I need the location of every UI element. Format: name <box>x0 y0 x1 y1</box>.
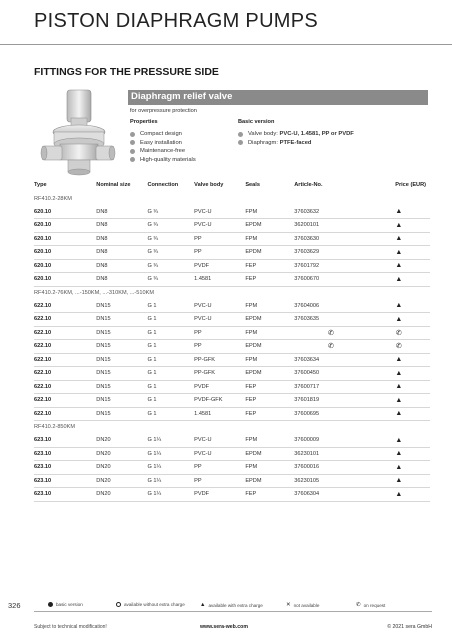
article-table <box>34 178 430 502</box>
table-cell: EPDM <box>245 249 262 256</box>
table-cell: G 1 <box>147 343 157 350</box>
table-group-row <box>34 421 430 434</box>
table-cell: G ¾ <box>147 208 159 215</box>
table-cell: G 1 <box>147 316 157 323</box>
page-title: PISTON DIAPHRAGM PUMPS <box>34 10 319 32</box>
column-header: Article-No. <box>294 182 323 188</box>
table-cell: FEP <box>245 410 257 417</box>
column-header: Connection <box>147 182 179 188</box>
table-cell: EPDM <box>245 477 262 484</box>
bullet-icon <box>238 140 243 145</box>
table-cell: 623.10 <box>34 464 52 471</box>
table-row <box>34 326 430 340</box>
table-cell: PP <box>194 249 202 256</box>
table-cell: EPDM <box>245 450 262 457</box>
triangle-icon: ▲ <box>200 602 206 608</box>
table-row <box>34 461 430 475</box>
table-cell: 623.10 <box>34 477 52 484</box>
table-cell: DN8 <box>96 208 108 215</box>
table-cell: ✆ <box>328 329 334 337</box>
table-cell: G 1 <box>147 397 157 404</box>
table-cell: 620.10 <box>34 249 52 256</box>
table-row <box>34 447 430 461</box>
table-cell: PVC-U <box>194 316 212 323</box>
table-cell: 37600717 <box>294 383 320 390</box>
table-cell: 37603635 <box>294 316 320 323</box>
table-cell: 36230105 <box>294 477 320 484</box>
table-cell: PVC-U <box>194 208 212 215</box>
table-row <box>34 340 430 354</box>
table-cell: EPDM <box>245 316 262 323</box>
table-row <box>34 488 430 502</box>
footer-disclaimer: Subject to technical modification! <box>34 624 107 630</box>
table-cell: 623.10 <box>34 491 52 498</box>
table-cell: 37600450 <box>294 370 320 377</box>
price-marker: ▲ <box>395 302 403 309</box>
price-marker: ▲ <box>395 410 403 418</box>
table-cell: PP-GFK <box>194 370 215 377</box>
table-cell: 623.10 <box>34 450 52 457</box>
price-marker: ▲ <box>395 383 403 391</box>
basic-version-list <box>238 130 354 147</box>
table-cell: FEP <box>245 262 257 269</box>
bullet-icon <box>130 149 135 154</box>
section-title: FITTINGS FOR THE PRESSURE SIDE <box>34 66 219 78</box>
table-cell: PVDF-GFK <box>194 397 223 404</box>
list-item: Easy installation <box>130 139 196 148</box>
table-cell: FPM <box>245 329 258 336</box>
table-cell: G 1 <box>147 383 157 390</box>
table-cell: DN20 <box>96 437 111 443</box>
table-cell: G 1 <box>147 370 157 377</box>
table-cell: PVC-U <box>194 450 212 457</box>
footer-copyright: © 2021 sera GmbH <box>387 624 432 630</box>
table-cell: PVDF <box>194 383 210 390</box>
table-cell: 37600695 <box>294 410 320 417</box>
table-cell: 620.10 <box>34 208 52 215</box>
price-marker: ▲ <box>395 436 403 444</box>
table-cell: G ¾ <box>147 235 159 242</box>
table-cell: 37604006 <box>294 302 320 309</box>
table-cell: 37603630 <box>294 235 320 242</box>
column-header: Nominal size <box>96 182 131 188</box>
table-cell: 37601819 <box>294 397 320 404</box>
table-row <box>34 313 430 327</box>
table-cell: G 1¼ <box>147 450 162 457</box>
table-cell: 622.10 <box>34 370 52 377</box>
table-cell: PP-GFK <box>194 356 215 363</box>
legend-no-extra-charge: available without extra charge <box>116 602 185 607</box>
group-label: RF410.2-28KM <box>34 195 72 202</box>
table-cell: G 1 <box>147 356 157 363</box>
table-cell: FEP <box>245 491 257 498</box>
list-item: Diaphragm: PTFE-faced <box>238 139 354 148</box>
table-cell: G 1 <box>147 329 157 336</box>
column-header: Seals <box>245 182 260 188</box>
price-marker: ▲ <box>395 262 403 270</box>
legend-not-available: ✕ not available <box>286 602 320 608</box>
price-marker: ▲ <box>395 248 403 256</box>
table-cell: DN15 <box>96 329 111 336</box>
table-cell: 622.10 <box>34 397 52 404</box>
table-cell: G 1¼ <box>147 464 162 471</box>
table-row <box>34 259 430 273</box>
bullet-icon <box>130 140 135 145</box>
table-cell: FPM <box>245 302 258 309</box>
price-marker: ▲ <box>395 221 403 229</box>
table-cell: G ¾ <box>147 262 159 269</box>
table-cell: 620.10 <box>34 276 52 283</box>
table-cell: 1.4581 <box>194 276 212 283</box>
table-cell: ✆ <box>328 343 334 351</box>
legend-basic-version: basic version <box>48 602 83 607</box>
table-cell: G 1¼ <box>147 477 162 484</box>
bullet-icon <box>130 157 135 162</box>
basic-version-title: Basic version <box>238 119 275 125</box>
table-cell: 620.10 <box>34 222 52 229</box>
price-marker: ▲ <box>395 356 403 364</box>
table-cell: G ¾ <box>147 249 159 256</box>
price-marker: ▲ <box>395 463 403 471</box>
table-cell: FEP <box>245 397 257 404</box>
table-cell: PVDF <box>194 491 210 498</box>
table-cell: FEP <box>245 383 257 390</box>
column-header: Type <box>34 182 47 188</box>
table-row <box>34 219 430 233</box>
price-marker: ▲ <box>395 477 403 485</box>
table-row <box>34 299 430 313</box>
table-cell: DN15 <box>96 343 111 350</box>
table-cell: EPDM <box>245 343 262 350</box>
table-cell: 622.10 <box>34 410 52 417</box>
product-header-bar <box>128 90 428 105</box>
list-item: Maintenance-free <box>130 147 196 156</box>
table-cell: 620.10 <box>34 235 52 242</box>
table-cell: DN20 <box>96 450 111 457</box>
table-row <box>34 205 430 219</box>
table-cell: G 1 <box>147 302 157 309</box>
table-cell: 622.10 <box>34 316 52 323</box>
table-cell: PP <box>194 329 202 336</box>
column-header: Valve body <box>194 182 224 188</box>
legend-extra-charge: ▲ available with extra charge <box>200 602 263 608</box>
table-cell: DN8 <box>96 222 108 229</box>
table-cell: DN15 <box>96 356 111 363</box>
hollow-circle-icon <box>116 602 121 607</box>
table-cell: 622.10 <box>34 302 52 309</box>
table-cell: G 1¼ <box>147 491 162 498</box>
table-cell: 37603629 <box>294 249 320 256</box>
table-cell: DN15 <box>96 397 111 404</box>
table-cell: G ¾ <box>147 222 159 229</box>
diaphragm-valve-image <box>38 88 118 178</box>
filled-dot-icon <box>48 602 53 607</box>
page-number: 326 <box>8 601 21 610</box>
cross-icon: ✕ <box>286 602 291 608</box>
table-cell: PVDF <box>194 262 210 269</box>
table-cell: PP <box>194 464 202 471</box>
table-cell: DN15 <box>96 302 111 309</box>
product-subtitle: for overpressure protection <box>130 108 197 114</box>
column-header: Price (EUR) <box>395 182 426 188</box>
table-cell: FPM <box>245 235 258 242</box>
table-cell: G ¾ <box>147 276 159 283</box>
price-marker: ✆ <box>395 343 402 351</box>
table-cell: G 1 <box>147 410 157 417</box>
properties-list <box>130 130 196 164</box>
table-cell: DN20 <box>96 491 111 498</box>
bullet-icon <box>238 132 243 137</box>
table-cell: FPM <box>245 437 258 443</box>
table-row <box>34 367 430 381</box>
properties-title: Properties <box>130 119 158 125</box>
product-name: Diaphragm relief valve <box>131 91 233 102</box>
price-marker: ▲ <box>395 450 403 458</box>
table-cell: EPDM <box>245 370 262 377</box>
legend-on-request: ✆ on request <box>356 602 386 608</box>
table-cell: 37600016 <box>294 464 320 471</box>
table-row <box>34 407 430 421</box>
table-cell: DN8 <box>96 249 108 256</box>
table-cell: 37603632 <box>294 208 320 215</box>
table-cell: G 1¼ <box>147 437 162 443</box>
table-cell: DN20 <box>96 477 111 484</box>
table-cell: DN8 <box>96 262 108 269</box>
table-cell: PP <box>194 477 202 484</box>
table-row <box>34 353 430 367</box>
table-cell: DN15 <box>96 370 111 377</box>
group-label: RF410.2-76KM, ...-150KM, ...-310KM, ...-510KM <box>34 289 155 296</box>
bullet-icon <box>130 132 135 137</box>
table-cell: PP <box>194 343 202 350</box>
table-row <box>34 380 430 394</box>
price-marker: ▲ <box>395 315 403 323</box>
table-row <box>34 434 430 448</box>
table-cell: 37606304 <box>294 491 320 498</box>
table-cell: DN15 <box>96 410 111 417</box>
table-row <box>34 246 430 260</box>
price-marker: ✆ <box>395 329 402 337</box>
table-cell: 36230101 <box>294 450 320 457</box>
list-item: Compact design <box>130 130 196 139</box>
table-cell: DN8 <box>96 235 108 242</box>
table-cell: 623.10 <box>34 437 52 443</box>
table-cell: EPDM <box>245 222 262 229</box>
table-cell: PP <box>194 235 202 242</box>
table-cell: 36200101 <box>294 222 320 229</box>
table-row <box>34 394 430 408</box>
table-cell: 1.4581 <box>194 410 212 417</box>
table-cell: DN15 <box>96 383 111 390</box>
title-divider <box>0 44 452 45</box>
price-marker: ▲ <box>395 275 403 283</box>
table-cell: 37601792 <box>294 262 320 269</box>
table-cell: 622.10 <box>34 383 52 390</box>
table-cell: 37600009 <box>294 437 320 443</box>
table-group-row <box>34 192 430 205</box>
price-marker: ▲ <box>395 396 403 404</box>
list-item: High-quality materials <box>130 156 196 165</box>
table-body <box>34 192 430 501</box>
price-marker: ▲ <box>395 235 403 243</box>
table-row <box>34 232 430 246</box>
table-cell: FPM <box>245 208 258 215</box>
footer-divider <box>34 611 432 612</box>
table-cell: PVC-U <box>194 222 212 229</box>
list-item: Valve body: PVC-U, 1.4581, PP or PVDF <box>238 130 354 139</box>
table-cell: PVC-U <box>194 437 212 443</box>
group-label: RF410.2-850KM <box>34 424 76 431</box>
table-cell: 622.10 <box>34 356 52 363</box>
table-cell: 620.10 <box>34 262 52 269</box>
table-cell: DN8 <box>96 276 108 283</box>
table-cell: FEP <box>245 276 257 283</box>
table-cell: DN20 <box>96 464 111 471</box>
table-group-row <box>34 286 430 299</box>
table-row <box>34 273 430 287</box>
table-cell: FPM <box>245 356 258 363</box>
table-cell: FPM <box>245 464 258 471</box>
table-cell: PVC-U <box>194 302 212 309</box>
table-cell: 37603634 <box>294 356 320 363</box>
table-cell: 37600670 <box>294 276 320 283</box>
price-marker: ▲ <box>395 369 403 377</box>
table-row <box>34 474 430 488</box>
footer-website-link[interactable]: www.sera-web.com <box>200 624 248 630</box>
price-marker: ▲ <box>395 490 403 498</box>
table-cell: 622.10 <box>34 329 52 336</box>
price-marker: ▲ <box>395 208 403 215</box>
table-cell: DN15 <box>96 316 111 323</box>
table-cell: 622.10 <box>34 343 52 350</box>
phone-icon: ✆ <box>356 602 361 608</box>
table-header-row <box>34 178 430 192</box>
